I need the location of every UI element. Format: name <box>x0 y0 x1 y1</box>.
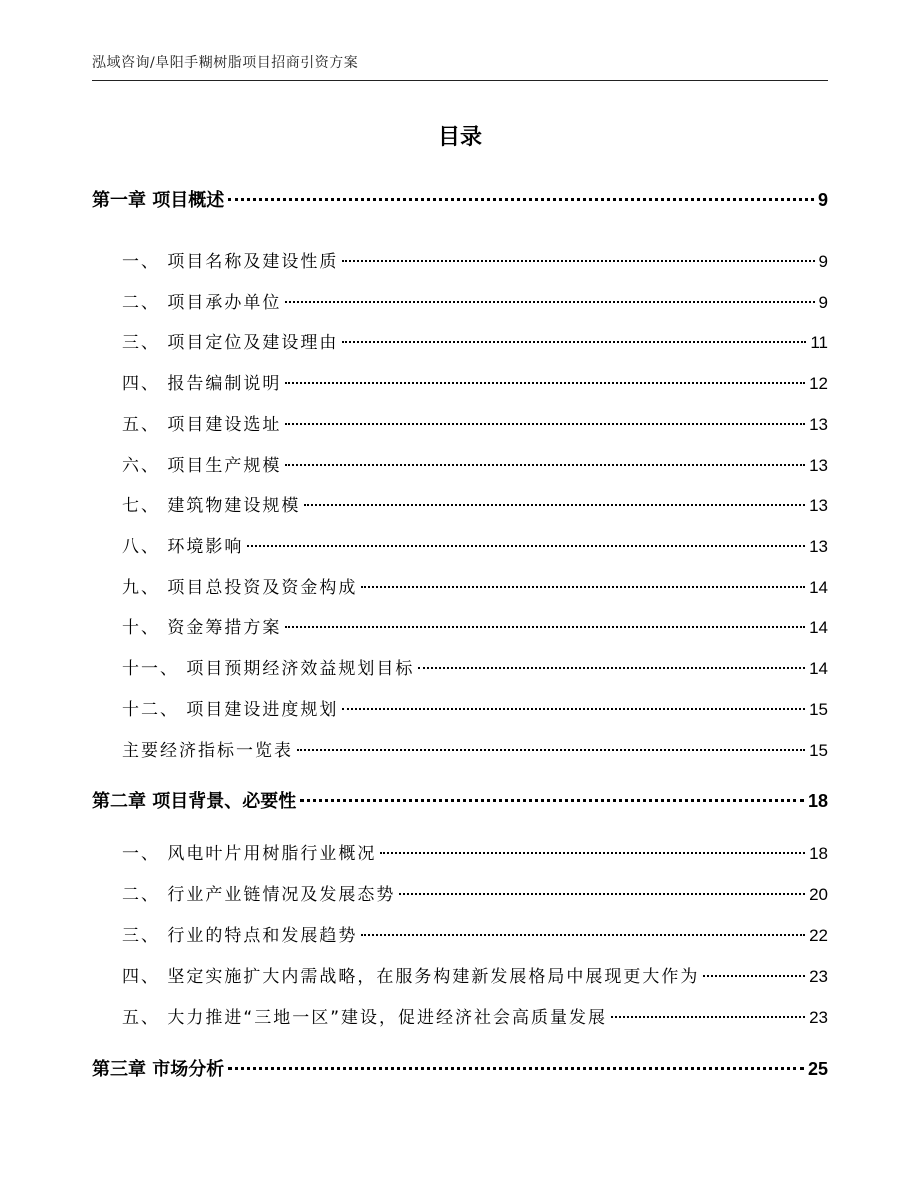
toc-entry-label: 一、 风电叶片用树脂行业概况 <box>122 844 377 864</box>
toc-entry-label: 六、 项目生产规模 <box>122 456 282 476</box>
dot-leader <box>304 504 805 506</box>
toc-section-entry[interactable] <box>92 1003 828 1028</box>
dot-leader <box>285 382 805 384</box>
toc-section-entry[interactable] <box>92 613 828 638</box>
toc-entry-label: 四、 坚定实施扩大内需战略，在服务构建新发展格局中展现更大作为 <box>122 967 700 987</box>
dot-leader <box>285 301 814 303</box>
toc-section-entry[interactable] <box>92 369 828 394</box>
toc-section-entry[interactable] <box>92 451 828 476</box>
toc-section-entry[interactable] <box>92 410 828 435</box>
toc-section-entry[interactable] <box>92 532 828 557</box>
toc-chapter-entry[interactable] <box>92 1055 828 1081</box>
toc-section-entry[interactable] <box>92 880 828 905</box>
toc-entry-label: 主要经济指标一览表 <box>122 741 293 761</box>
toc-entry-label: 二、 项目承办单位 <box>122 293 282 313</box>
dot-leader <box>247 545 805 547</box>
toc-entry-page-number: 13 <box>809 537 828 556</box>
dot-leader <box>611 1016 805 1018</box>
toc-section-entry[interactable] <box>92 288 828 313</box>
toc-entry-page-number: 13 <box>809 415 828 434</box>
toc-entry-page-number: 9 <box>817 190 828 210</box>
dot-leader <box>342 260 814 262</box>
toc-section-entry[interactable] <box>92 736 828 761</box>
toc-entry-page-number: 15 <box>809 741 828 760</box>
toc-entry-label: 第二章 项目背景、必要性 <box>92 791 297 812</box>
dot-leader <box>342 341 806 343</box>
toc-entry-page-number: 15 <box>809 700 828 719</box>
toc-entry-label: 七、 建筑物建设规模 <box>122 496 301 516</box>
toc-entry-page-number: 11 <box>810 333 828 352</box>
dot-leader <box>285 626 805 628</box>
toc-section-entry[interactable] <box>92 573 828 598</box>
toc-entry-label: 三、 项目定位及建设理由 <box>122 333 339 353</box>
toc-entry-page-number: 13 <box>809 456 828 475</box>
dot-leader <box>342 708 805 710</box>
toc-entry-page-number: 9 <box>818 293 828 312</box>
toc-entry-page-number: 25 <box>807 1059 828 1079</box>
dot-leader <box>228 1067 804 1070</box>
toc-entry-label: 二、 行业产业链情况及发展态势 <box>122 885 396 905</box>
toc-section-entry[interactable] <box>92 695 828 720</box>
toc-entry-label: 十、 资金筹措方案 <box>122 618 282 638</box>
toc-entry-label: 四、 报告编制说明 <box>122 374 282 394</box>
dot-leader <box>285 464 805 466</box>
toc-entry-label: 三、 行业的特点和发展趋势 <box>122 926 358 946</box>
toc-section-entry[interactable] <box>92 921 828 946</box>
toc-entry-page-number: 14 <box>809 618 828 637</box>
dot-leader <box>300 799 804 802</box>
page-header: 泓域咨询/阜阳手糊树脂项目招商引资方案 <box>92 55 359 71</box>
dot-leader <box>703 975 805 977</box>
dot-leader <box>297 749 805 751</box>
toc-title: 目录 <box>437 125 482 150</box>
toc-entry-page-number: 23 <box>809 967 828 986</box>
toc-entry-label: 九、 项目总投资及资金构成 <box>122 578 358 598</box>
toc-entry-page-number: 20 <box>809 885 828 904</box>
toc-section-entry[interactable] <box>92 839 828 864</box>
toc-chapter-entry[interactable] <box>92 787 828 813</box>
toc-entry-page-number: 23 <box>809 1008 828 1027</box>
toc-entry-label: 一、 项目名称及建设性质 <box>122 252 339 272</box>
toc-entry-label: 十一、 项目预期经济效益规划目标 <box>122 659 415 679</box>
toc-entry-page-number: 12 <box>809 374 828 393</box>
toc-entry-label: 五、 大力推进“三地一区”建设，促进经济社会高质量发展 <box>122 1008 608 1028</box>
toc-section-entry[interactable] <box>92 491 828 516</box>
dot-leader <box>228 198 814 201</box>
toc-entry-page-number: 18 <box>807 791 828 811</box>
toc-entry-page-number: 14 <box>809 659 828 678</box>
dot-leader <box>399 893 805 895</box>
toc-entry-page-number: 9 <box>818 252 828 271</box>
toc-entry-page-number: 13 <box>809 496 828 515</box>
toc-section-entry[interactable] <box>92 247 828 272</box>
toc-chapter-entry[interactable] <box>92 186 828 212</box>
toc-entry-label: 第三章 市场分析 <box>92 1059 225 1080</box>
toc-entry-page-number: 14 <box>809 578 828 597</box>
toc-entry-label: 八、 环境影响 <box>122 537 244 557</box>
dot-leader <box>361 934 805 936</box>
toc-section-entry[interactable] <box>92 654 828 679</box>
dot-leader <box>361 586 805 588</box>
dot-leader <box>285 423 805 425</box>
toc-entry-page-number: 22 <box>809 926 828 945</box>
dot-leader <box>418 667 805 669</box>
dot-leader <box>380 852 805 854</box>
toc-section-entry[interactable] <box>92 962 828 987</box>
header-divider <box>92 80 828 81</box>
toc-entry-page-number: 18 <box>809 844 828 863</box>
toc-entry-label: 五、 项目建设选址 <box>122 415 282 435</box>
toc-entry-label: 第一章 项目概述 <box>92 190 225 211</box>
toc-entry-label: 十二、 项目建设进度规划 <box>122 700 339 720</box>
toc-section-entry[interactable] <box>92 328 828 353</box>
